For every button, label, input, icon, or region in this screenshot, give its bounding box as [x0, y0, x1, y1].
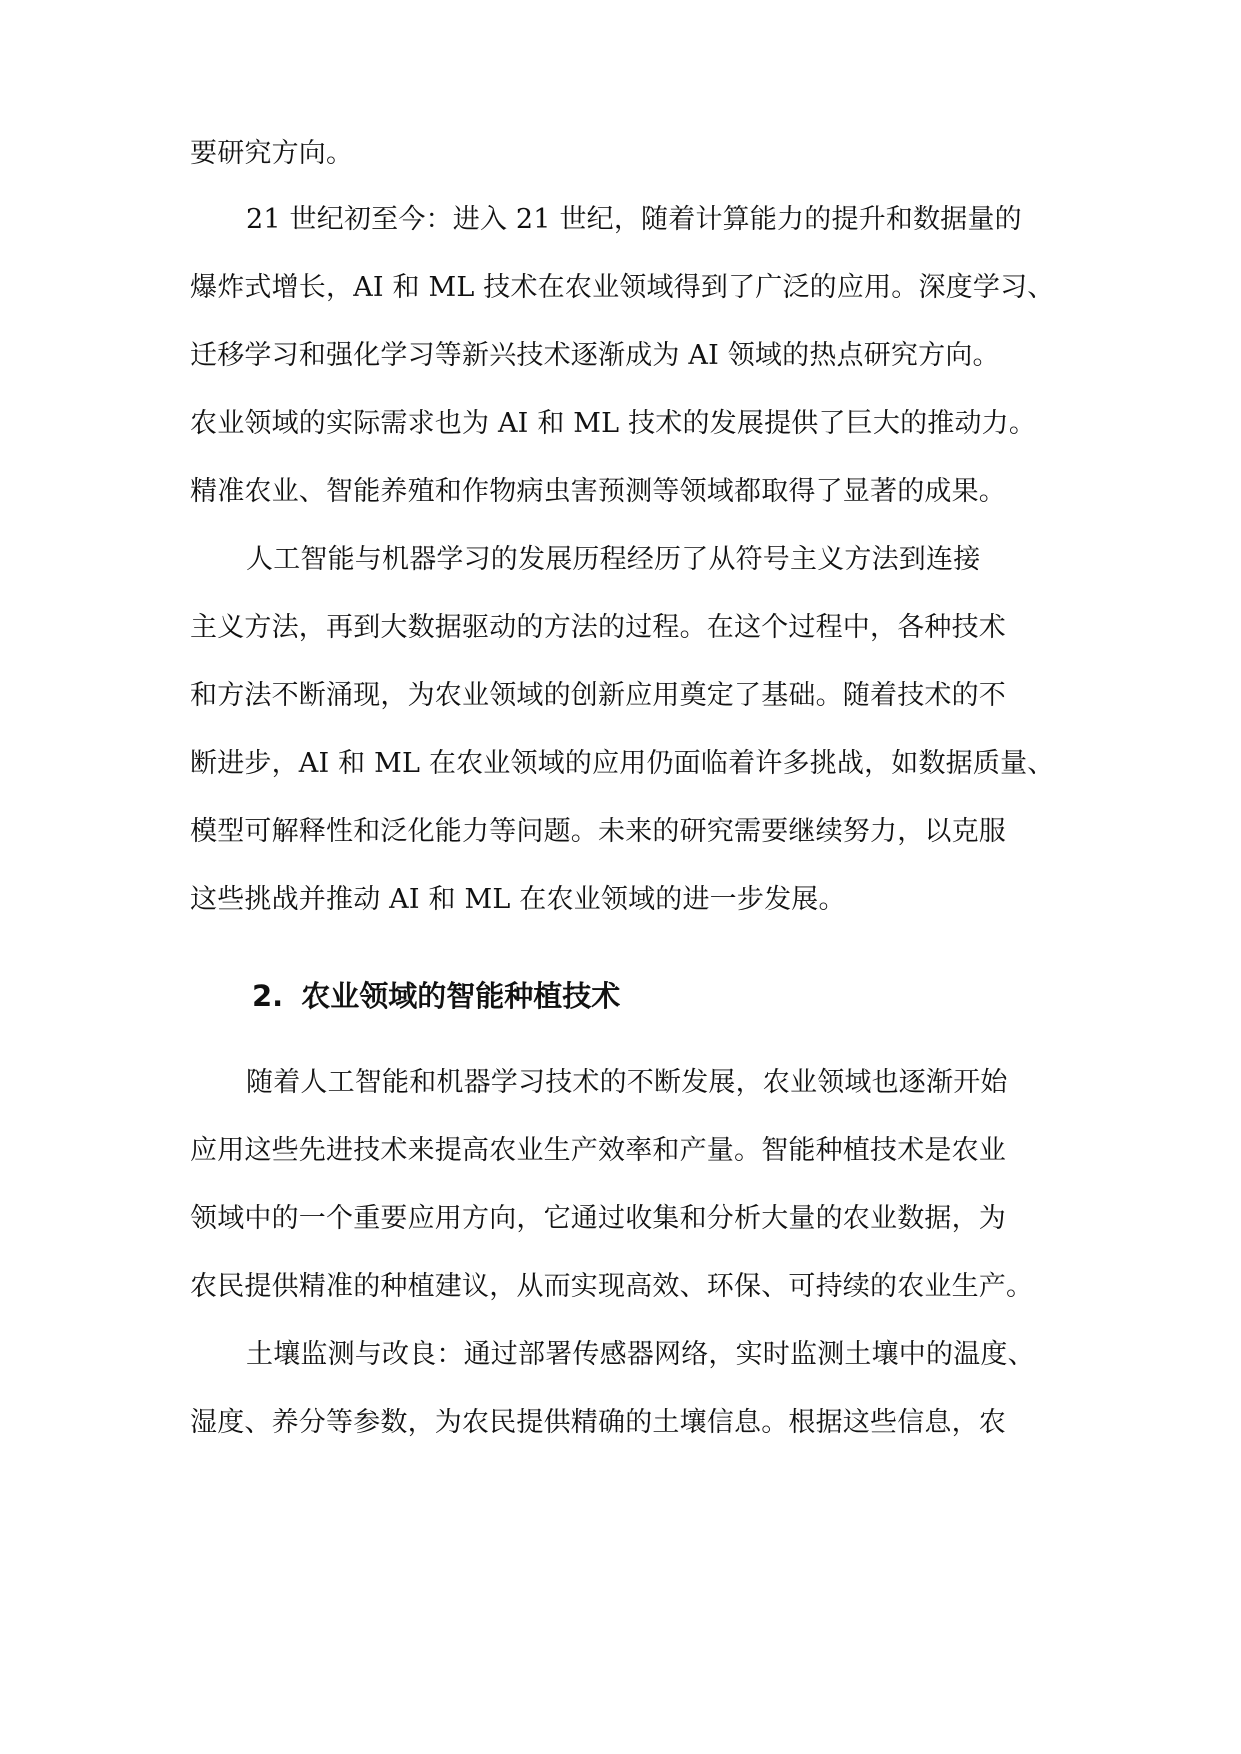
paragraph-line: 爆炸式增长，AI 和 ML 技术在农业领域得到了广泛的应用。深度学习、 [190, 272, 1055, 303]
section-number: 2. [252, 979, 284, 1013]
paragraph-line: 断进步，AI 和 ML 在农业领域的应用仍面临着许多挑战，如数据质量、 [190, 748, 1055, 779]
paragraph-line: 21 世纪初至今：进入 21 世纪，随着计算能力的提升和数据量的 [246, 204, 1022, 235]
paragraph-line: 主义方法，再到大数据驱动的方法的过程。在这个过程中，各种技术 [190, 612, 1006, 643]
paragraph-line: 这些挑战并推动 AI 和 ML 在农业领域的进一步发展。 [190, 884, 846, 915]
paragraph-line: 迁移学习和强化学习等新兴技术逐渐成为 AI 领域的热点研究方向。 [190, 340, 1000, 371]
section-heading [252, 976, 1052, 1016]
paragraph-line: 土壤监测与改良：通过部署传感器网络，实时监测土壤中的温度、 [246, 1339, 1035, 1370]
paragraph-line: 湿度、养分等参数，为农民提供精确的土壤信息。根据这些信息，农 [190, 1407, 1006, 1438]
paragraph-line: 随着人工智能和机器学习技术的不断发展，农业领域也逐渐开始 [246, 1067, 1008, 1098]
paragraph-line: 应用这些先进技术来提高农业生产效率和产量。智能种植技术是农业 [190, 1135, 1006, 1166]
paragraph-line: 人工智能与机器学习的发展历程经历了从符号主义方法到连接 [246, 544, 981, 575]
paragraph-line: 模型可解释性和泛化能力等问题。未来的研究需要继续努力，以克服 [190, 816, 1006, 847]
paragraph-line: 农业领域的实际需求也为 AI 和 ML 技术的发展提供了巨大的推动力。 [190, 408, 1037, 439]
paragraph-line: 农民提供精准的种植建议，从而实现高效、环保、可持续的农业生产。 [190, 1271, 1034, 1302]
paragraph-line: 和方法不断涌现，为农业领域的创新应用奠定了基础。随着技术的不 [190, 680, 1006, 711]
section-title: 农业领域的智能种植技术 [301, 979, 621, 1013]
paragraph-line: 领域中的一个重要应用方向，它通过收集和分析大量的农业数据，为 [190, 1203, 1006, 1234]
paragraph-line: 要研究方向。 [190, 138, 354, 169]
paragraph-line: 精准农业、智能养殖和作物病虫害预测等领域都取得了显著的成果。 [190, 476, 1006, 507]
